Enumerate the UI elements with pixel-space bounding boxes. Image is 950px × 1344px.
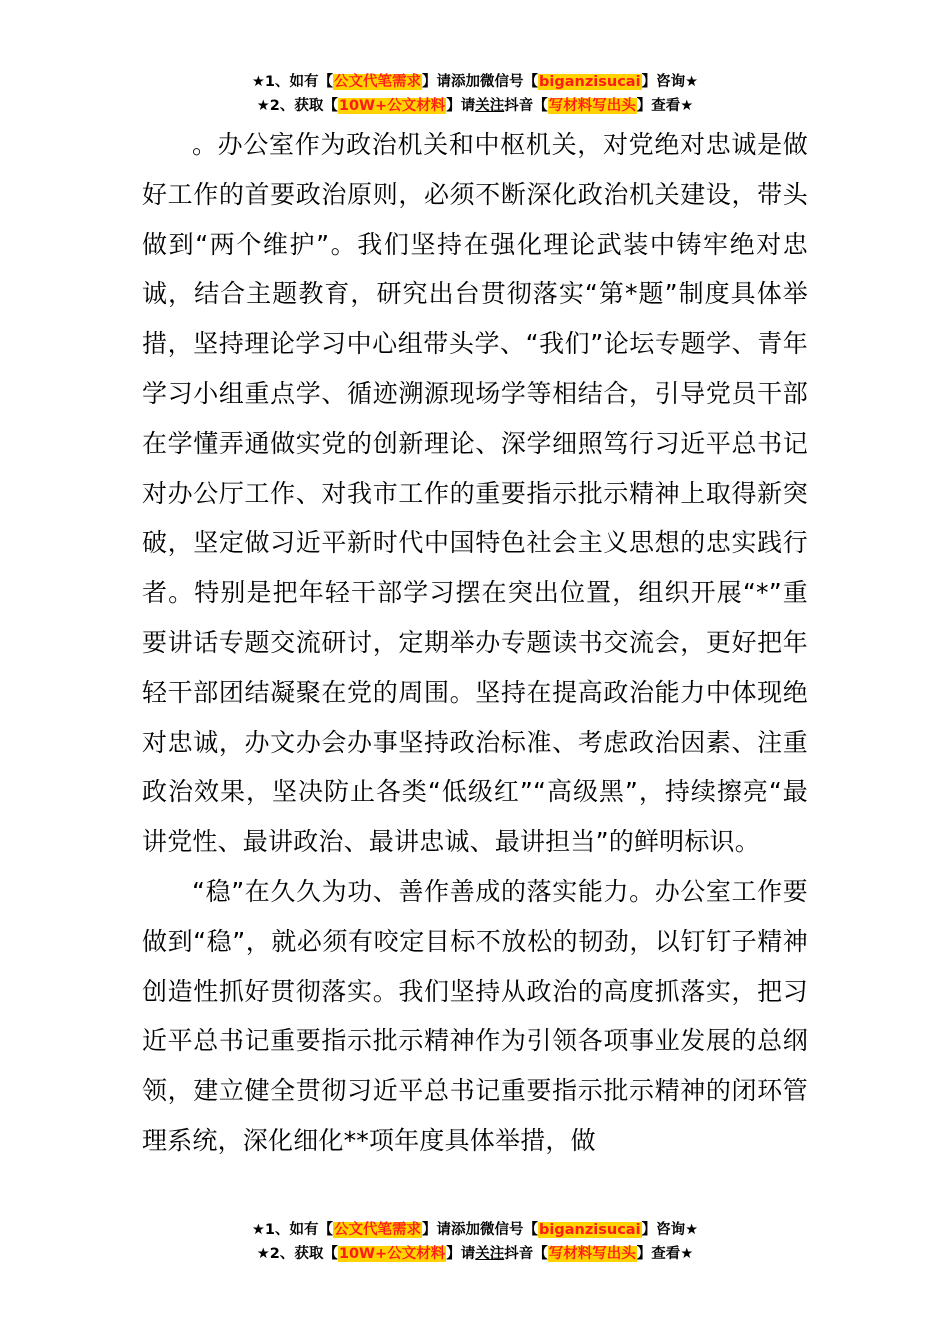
paragraph-stability: “稳”在久久为功、善作善成的落实能力。办公室工作要做到“稳”，就必须有咬定目标不放松的韧劲，以钉钉子精神创造性抓好贯彻落实。我们坚持从政治的高度抓落实，把习近平总书记重要指示批示精神作为引领各项事业发展的总纲领，建立健全贯彻习近平总书记重要指示批示精神的闭环管理系统，深化细化**项年度具体举措，做	[142, 876, 808, 1155]
header-banner	[0, 70, 950, 118]
footer-wechat-id-highlight: biganzisucai	[539, 1222, 641, 1238]
materials-highlight: 10W+公文材料	[338, 98, 446, 114]
banner-line-2-suffix: 】查看★	[636, 98, 694, 114]
banner-line-2-prefix: ★2、获取【	[256, 98, 338, 114]
footer-banner-line-1	[0, 1218, 950, 1242]
footer-line-1-mid: 】请添	[422, 1222, 466, 1238]
footer-line-1-mid2: 微信号【	[480, 1222, 539, 1238]
footer-line-2-emphasis: 关注	[475, 1246, 505, 1262]
banner-line-1-mid2: 微信号【	[480, 74, 539, 90]
douyin-id-highlight: 写材料写出头	[548, 98, 636, 114]
footer-line-2-suffix: 】查看★	[636, 1246, 694, 1262]
footer-line-2-mid: 】请	[446, 1246, 476, 1262]
document-body	[142, 120, 808, 1166]
banner-line-2-emphasis: 关注	[475, 98, 505, 114]
footer-service-highlight: 公文代笔需求	[334, 1222, 422, 1238]
footer-line-1-prefix: ★1、如有【	[251, 1222, 334, 1238]
banner-line-2-mid: 】请	[446, 98, 476, 114]
footer-materials-highlight: 10W+公文材料	[338, 1246, 446, 1262]
footer-douyin-id-highlight: 写材料写出头	[548, 1246, 636, 1262]
banner-line-1-suffix: 】咨询★	[641, 74, 699, 90]
banner-line-1-prefix: ★1、如有【	[251, 74, 334, 90]
wechat-id-highlight: biganzisucai	[539, 74, 641, 90]
banner-line-1-emphasis: 加	[465, 74, 481, 90]
banner-line-1-mid: 】请添	[422, 74, 466, 90]
service-highlight: 公文代笔需求	[334, 74, 422, 90]
paragraph-loyalty: 。办公室作为政治机关和中枢机关，对党绝对忠诚是做好工作的首要政治原则，必须不断深化政治机关建设，带头做到“两个维护”。我们坚持在强化理论武装中铸牢绝对忠诚，结合主题教育，研究出台贯彻落实“第*题”制度具体举措，坚持理论学习中心组带头学、“我们”论坛专题学、青年学习小组重点学、循迹溯源现场学等相结合，引导党员干部在学懂弄通做实党的创新理论、深学细照笃行习近平总书记对办公厅工作、对我市工作的重要指示批示精神上取得新突破，坚定做习近平新时代中国特色社会主义思想的忠实践行者。特别是把年轻干部学习摆在突出位置，组织开展“*”重要讲话专题交流研讨，定期举办专题读书交流会，更好把年轻干部团结凝聚在党的周围。坚持在提高政治能力中体现绝对忠诚，办文办会办事坚持政治标准、考虑政治因素、注重政治效果，坚决防止各类“低级红”“高级黑”，持续擦亮“最讲党性、最讲政治、最讲忠诚、最讲担当”的鲜明标识。	[142, 130, 808, 857]
footer-banner	[0, 1218, 950, 1266]
footer-line-2-prefix: ★2、获取【	[256, 1246, 338, 1262]
banner-line-2	[0, 94, 950, 118]
footer-line-1-emphasis: 加	[465, 1222, 481, 1238]
banner-line-1	[0, 70, 950, 94]
footer-line-1-suffix: 】咨询★	[641, 1222, 699, 1238]
banner-line-2-mid2: 抖音【	[504, 98, 548, 114]
footer-banner-line-2	[0, 1242, 950, 1266]
footer-line-2-mid2: 抖音【	[504, 1246, 548, 1262]
